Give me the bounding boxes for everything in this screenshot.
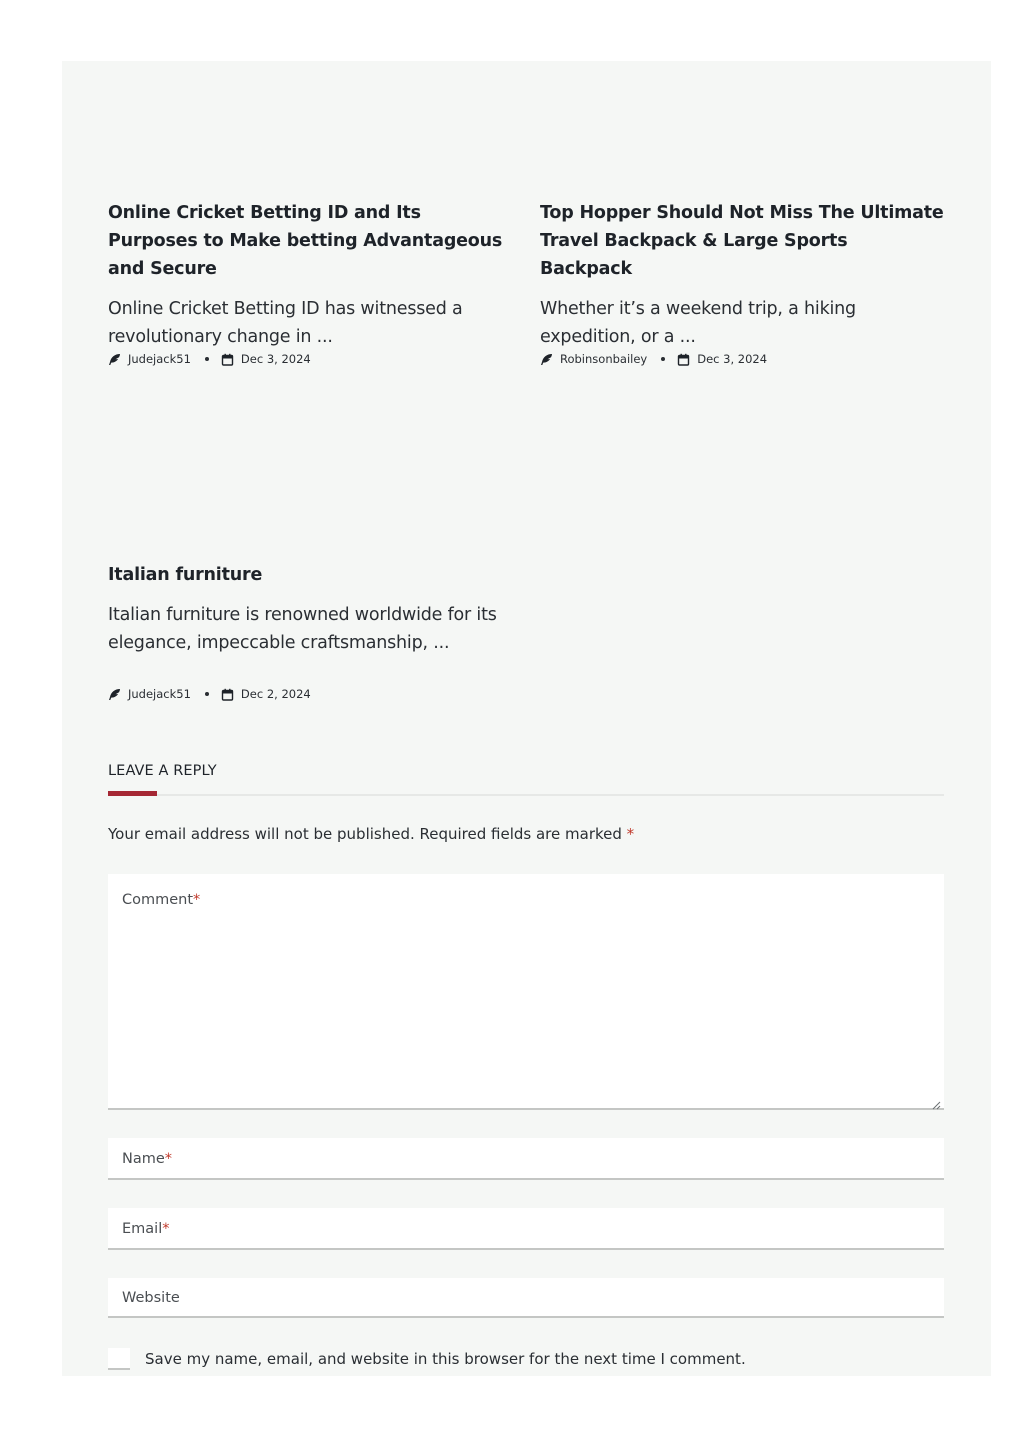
- content-panel: [62, 61, 991, 1376]
- save-info-row: [108, 1348, 746, 1370]
- post-excerpt: Online Cricket Betting ID has witnessed a revolutionary change in ...: [108, 299, 463, 347]
- calendar-icon: [221, 688, 234, 701]
- website-placeholder: Website: [122, 1290, 180, 1306]
- meta-separator: [205, 357, 209, 361]
- post-date: Dec 3, 2024: [240, 352, 311, 366]
- post-author-link[interactable]: Judejack51: [128, 687, 191, 701]
- heading-divider: [108, 794, 944, 796]
- post-title-link[interactable]: Online Cricket Betting ID and Its Purposes to Make betting Advantageous and Secure: [108, 203, 503, 279]
- comment-placeholder: Comment*: [122, 892, 201, 908]
- post-card: [108, 561, 508, 701]
- post-meta: [108, 686, 311, 702]
- post-title-link[interactable]: Top Hopper Should Not Miss The Ultimate Travel Backpack & Large Sports Backpack: [540, 203, 944, 279]
- post-excerpt: Whether it’s a weekend trip, a hiking expedition, or a ...: [540, 299, 856, 347]
- resize-handle-icon[interactable]: [931, 1095, 941, 1105]
- feather-pen-icon: [108, 353, 121, 366]
- post-author-link[interactable]: Judejack51: [128, 352, 191, 366]
- post-date: Dec 3, 2024: [697, 352, 768, 366]
- required-notice: [108, 825, 634, 843]
- post-title-link[interactable]: Italian furniture: [108, 565, 263, 585]
- post-meta: [540, 351, 767, 367]
- calendar-icon: [221, 353, 234, 366]
- website-field[interactable]: [108, 1278, 944, 1318]
- post-excerpt: Italian furniture is renowned worldwide for its elegance, impeccable craftsmanship, ...: [108, 605, 497, 653]
- save-info-checkbox[interactable]: [108, 1348, 130, 1370]
- name-placeholder: Name*: [122, 1151, 173, 1167]
- comment-textarea[interactable]: [108, 874, 944, 1110]
- post-meta: [108, 351, 311, 367]
- post-author-link[interactable]: Robinsonbailey: [560, 352, 648, 366]
- post-card: [540, 199, 945, 366]
- required-notice-text: Your email address will not be published. Required fields are marked: [108, 825, 622, 843]
- meta-separator: [205, 692, 209, 696]
- email-field[interactable]: [108, 1208, 944, 1250]
- heading-accent-bar: [108, 791, 157, 796]
- save-info-label[interactable]: Save my name, email, and website in this browser for the next time I comment.: [145, 1350, 746, 1368]
- post-date: Dec 2, 2024: [240, 687, 311, 701]
- required-asterisk: *: [626, 825, 635, 843]
- email-placeholder: Email*: [122, 1221, 170, 1237]
- feather-pen-icon: [540, 353, 553, 366]
- post-card: [108, 199, 508, 366]
- name-field[interactable]: [108, 1138, 944, 1180]
- reply-heading: LEAVE A REPLY: [108, 763, 217, 779]
- meta-separator: [661, 357, 665, 361]
- feather-pen-icon: [108, 688, 121, 701]
- calendar-icon: [677, 353, 690, 366]
